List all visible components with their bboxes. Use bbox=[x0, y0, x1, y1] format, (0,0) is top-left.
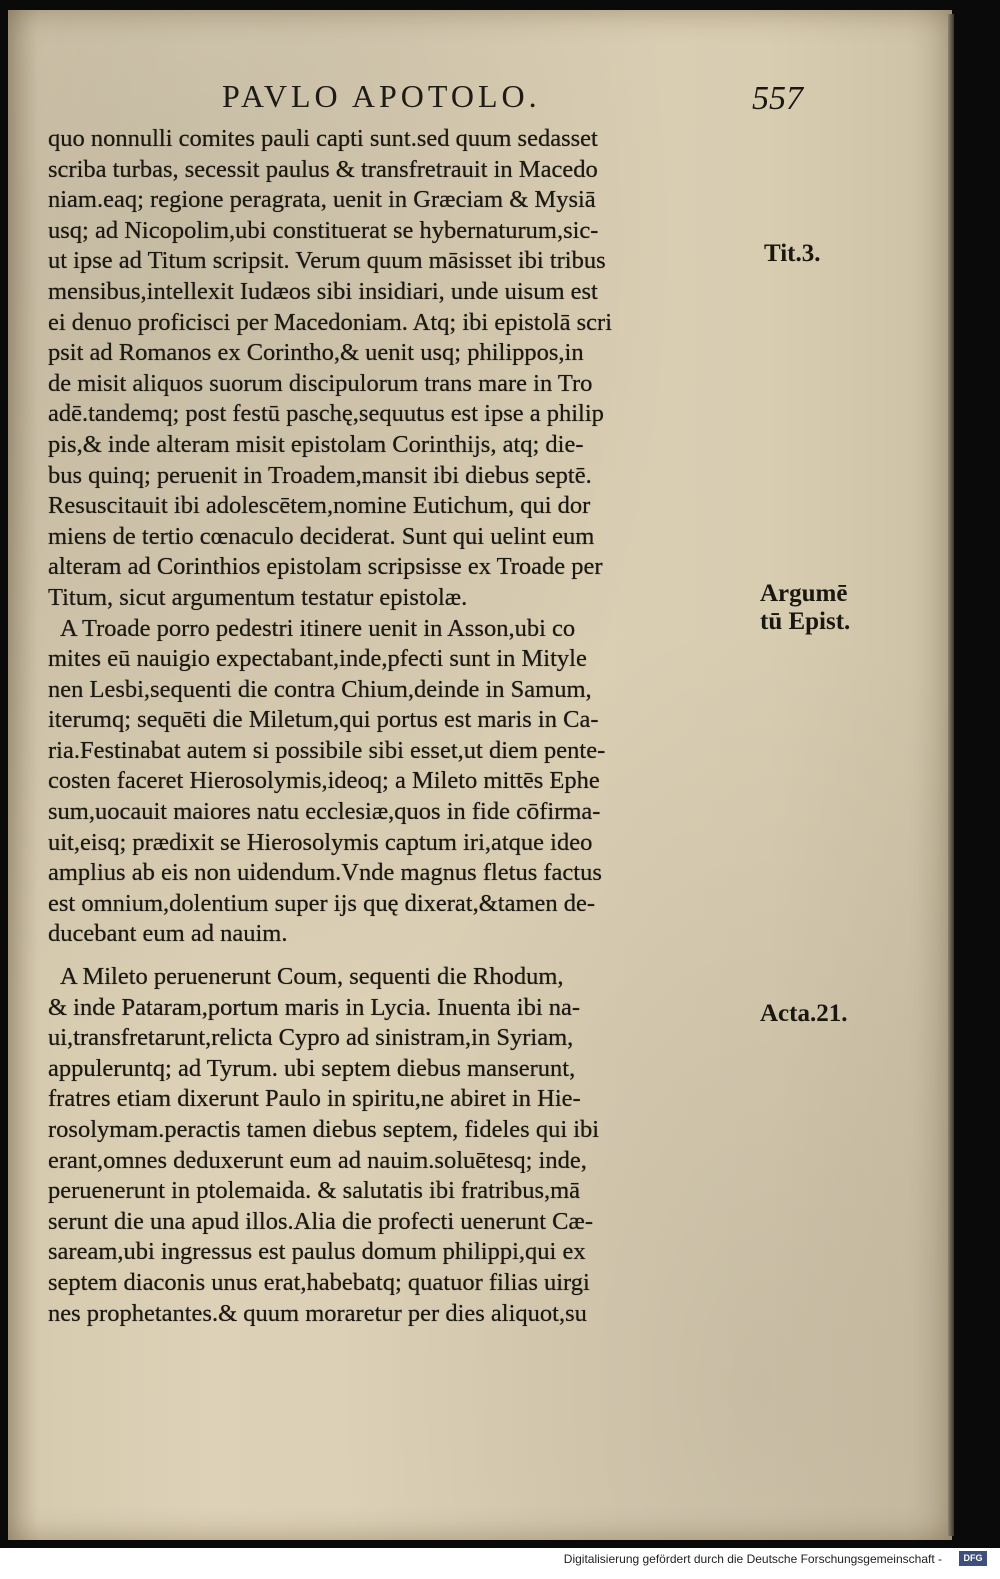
text-line: Titum, sicut argumentum testatur epistolæ. bbox=[48, 583, 468, 611]
text-line: est omnium,dolentium super ijs quę dixerat,&tamen de- bbox=[48, 889, 596, 917]
text-line: ria.Festinabat autem si possibile sibi esset,ut diem pente- bbox=[48, 736, 606, 764]
text-line: appuleruntq; ad Tyrum. ubi septem diebus manserunt, bbox=[48, 1054, 576, 1082]
text-line: ei denuo proficisci per Macedoniam. Atq; ibi epistolā scri bbox=[48, 308, 613, 336]
text-line: peruenerunt in ptolemaida. & salutatis ibi fratribus,mā bbox=[48, 1177, 581, 1205]
text-line: fratres etiam dixerunt Paulo in spiritu,ne abiret in Hie- bbox=[48, 1085, 581, 1113]
text-line: ut ipse ad Titum scripsit. Verum quum māsisset ibi tribus bbox=[48, 247, 606, 275]
text-line: erant,omnes deduxerunt eum ad nauim.soluētesq; inde, bbox=[48, 1146, 587, 1174]
text-line: mites eū nauigio expectabant,inde,pfecti sunt in Mityle bbox=[48, 645, 587, 673]
text-line: A Troade porro pedestri itinere uenit in Asson,ubi co bbox=[60, 614, 576, 642]
text-line: sum,uocauit maiores natu ecclesiæ,quos in fide cōfirma- bbox=[48, 798, 601, 826]
text-line: pis,& inde alteram misit epistolam Corinthijs, atq; die- bbox=[48, 430, 584, 458]
marginal-note-line: tū Epist. bbox=[760, 608, 851, 635]
text-line: costen faceret Hierosolymis,ideoq; a Mileto mittēs Ephe bbox=[48, 767, 600, 795]
text-line: mensibus,intellexit Iudæos sibi insidiari, unde uisum est bbox=[48, 277, 598, 305]
text-line: de misit aliquos suorum discipulorum trans mare in Tro bbox=[48, 369, 593, 397]
marginal-note-tit: Tit.3. bbox=[764, 240, 821, 267]
marginal-note-acta: Acta.21. bbox=[760, 1000, 848, 1027]
text-line: amplius ab eis non uidendum.Vnde magnus fletus factus bbox=[48, 859, 602, 887]
text-line: adē.tandemq; post festū paschę,sequutus est ipse a philip bbox=[48, 400, 604, 428]
text-line: nes prophetantes.& quum moraretur per dies aliquot,su bbox=[48, 1299, 587, 1327]
funding-credit: Digitalisierung gefördert durch die Deutsche Forschungsgemeinschaft - bbox=[563, 1552, 942, 1566]
text-line: miens de tertio cœnaculo deciderat. Sunt qui uelint eum bbox=[48, 522, 595, 550]
text-line: bus quinq; peruenit in Troadem,mansit ibi diebus septē. bbox=[48, 461, 592, 489]
text-line: ui,transfretarunt,relicta Cypro ad sinistram,in Syriam, bbox=[48, 1024, 574, 1052]
marginal-note-argumentum bbox=[760, 580, 850, 636]
paragraph-gap bbox=[48, 950, 764, 962]
text-line: nen Lesbi,sequenti die contra Chium,deinde in Samum, bbox=[48, 675, 592, 703]
main-text-block bbox=[48, 124, 764, 1329]
text-line: scriba turbas, secessit paulus & transfretrauit in Macedo bbox=[48, 155, 598, 183]
text-line: saream,ubi ingressus est paulus domum philippi,qui ex bbox=[48, 1238, 586, 1266]
dfg-logo: DFG bbox=[959, 1551, 987, 1566]
text-line: psit ad Romanos ex Corintho,& uenit usq; philippos,in bbox=[48, 339, 584, 367]
text-line: alteram ad Corinthios epistolam scripsisse ex Troade per bbox=[48, 553, 603, 581]
text-line: & inde Pataram,portum maris in Lycia. Inuenta ibi na- bbox=[48, 993, 581, 1021]
text-line: niam.eaq; regione peragrata, uenit in Græciam & Mysiā bbox=[48, 186, 596, 214]
text-line: iterumq; sequēti die Miletum,qui portus est maris in Ca- bbox=[48, 706, 599, 734]
text-line: A Mileto peruenerunt Coum, sequenti die Rhodum, bbox=[60, 963, 564, 991]
text-line: uit,eisq; prædixit se Hierosolymis captum iri,atque ideo bbox=[48, 828, 593, 856]
text-line: quo nonnulli comites pauli capti sunt.sed quum sedasset bbox=[48, 125, 598, 152]
page-edge bbox=[948, 14, 954, 1536]
page-number: 557 bbox=[752, 80, 803, 117]
text-line: Resuscitauit ibi adolescētem,nomine Eutichum, qui dor bbox=[48, 492, 591, 520]
text-line: usq; ad Nicopolim,ubi constituerat se hybernaturum,sic- bbox=[48, 216, 599, 244]
running-head: PAVLO APOTOLO. bbox=[222, 78, 541, 114]
marginal-note-line: Argumē bbox=[760, 580, 848, 607]
text-line: rosolymam.peractis tamen diebus septem, fideles qui ibi bbox=[48, 1116, 600, 1143]
text-line: septem diaconis unus erat,habebatq; quatuor filias uirgi bbox=[48, 1268, 590, 1296]
text-line: ducebant eum ad nauim. bbox=[48, 920, 288, 948]
text-line: serunt die una apud illos.Alia die profecti uenerunt Cæ- bbox=[48, 1207, 593, 1235]
